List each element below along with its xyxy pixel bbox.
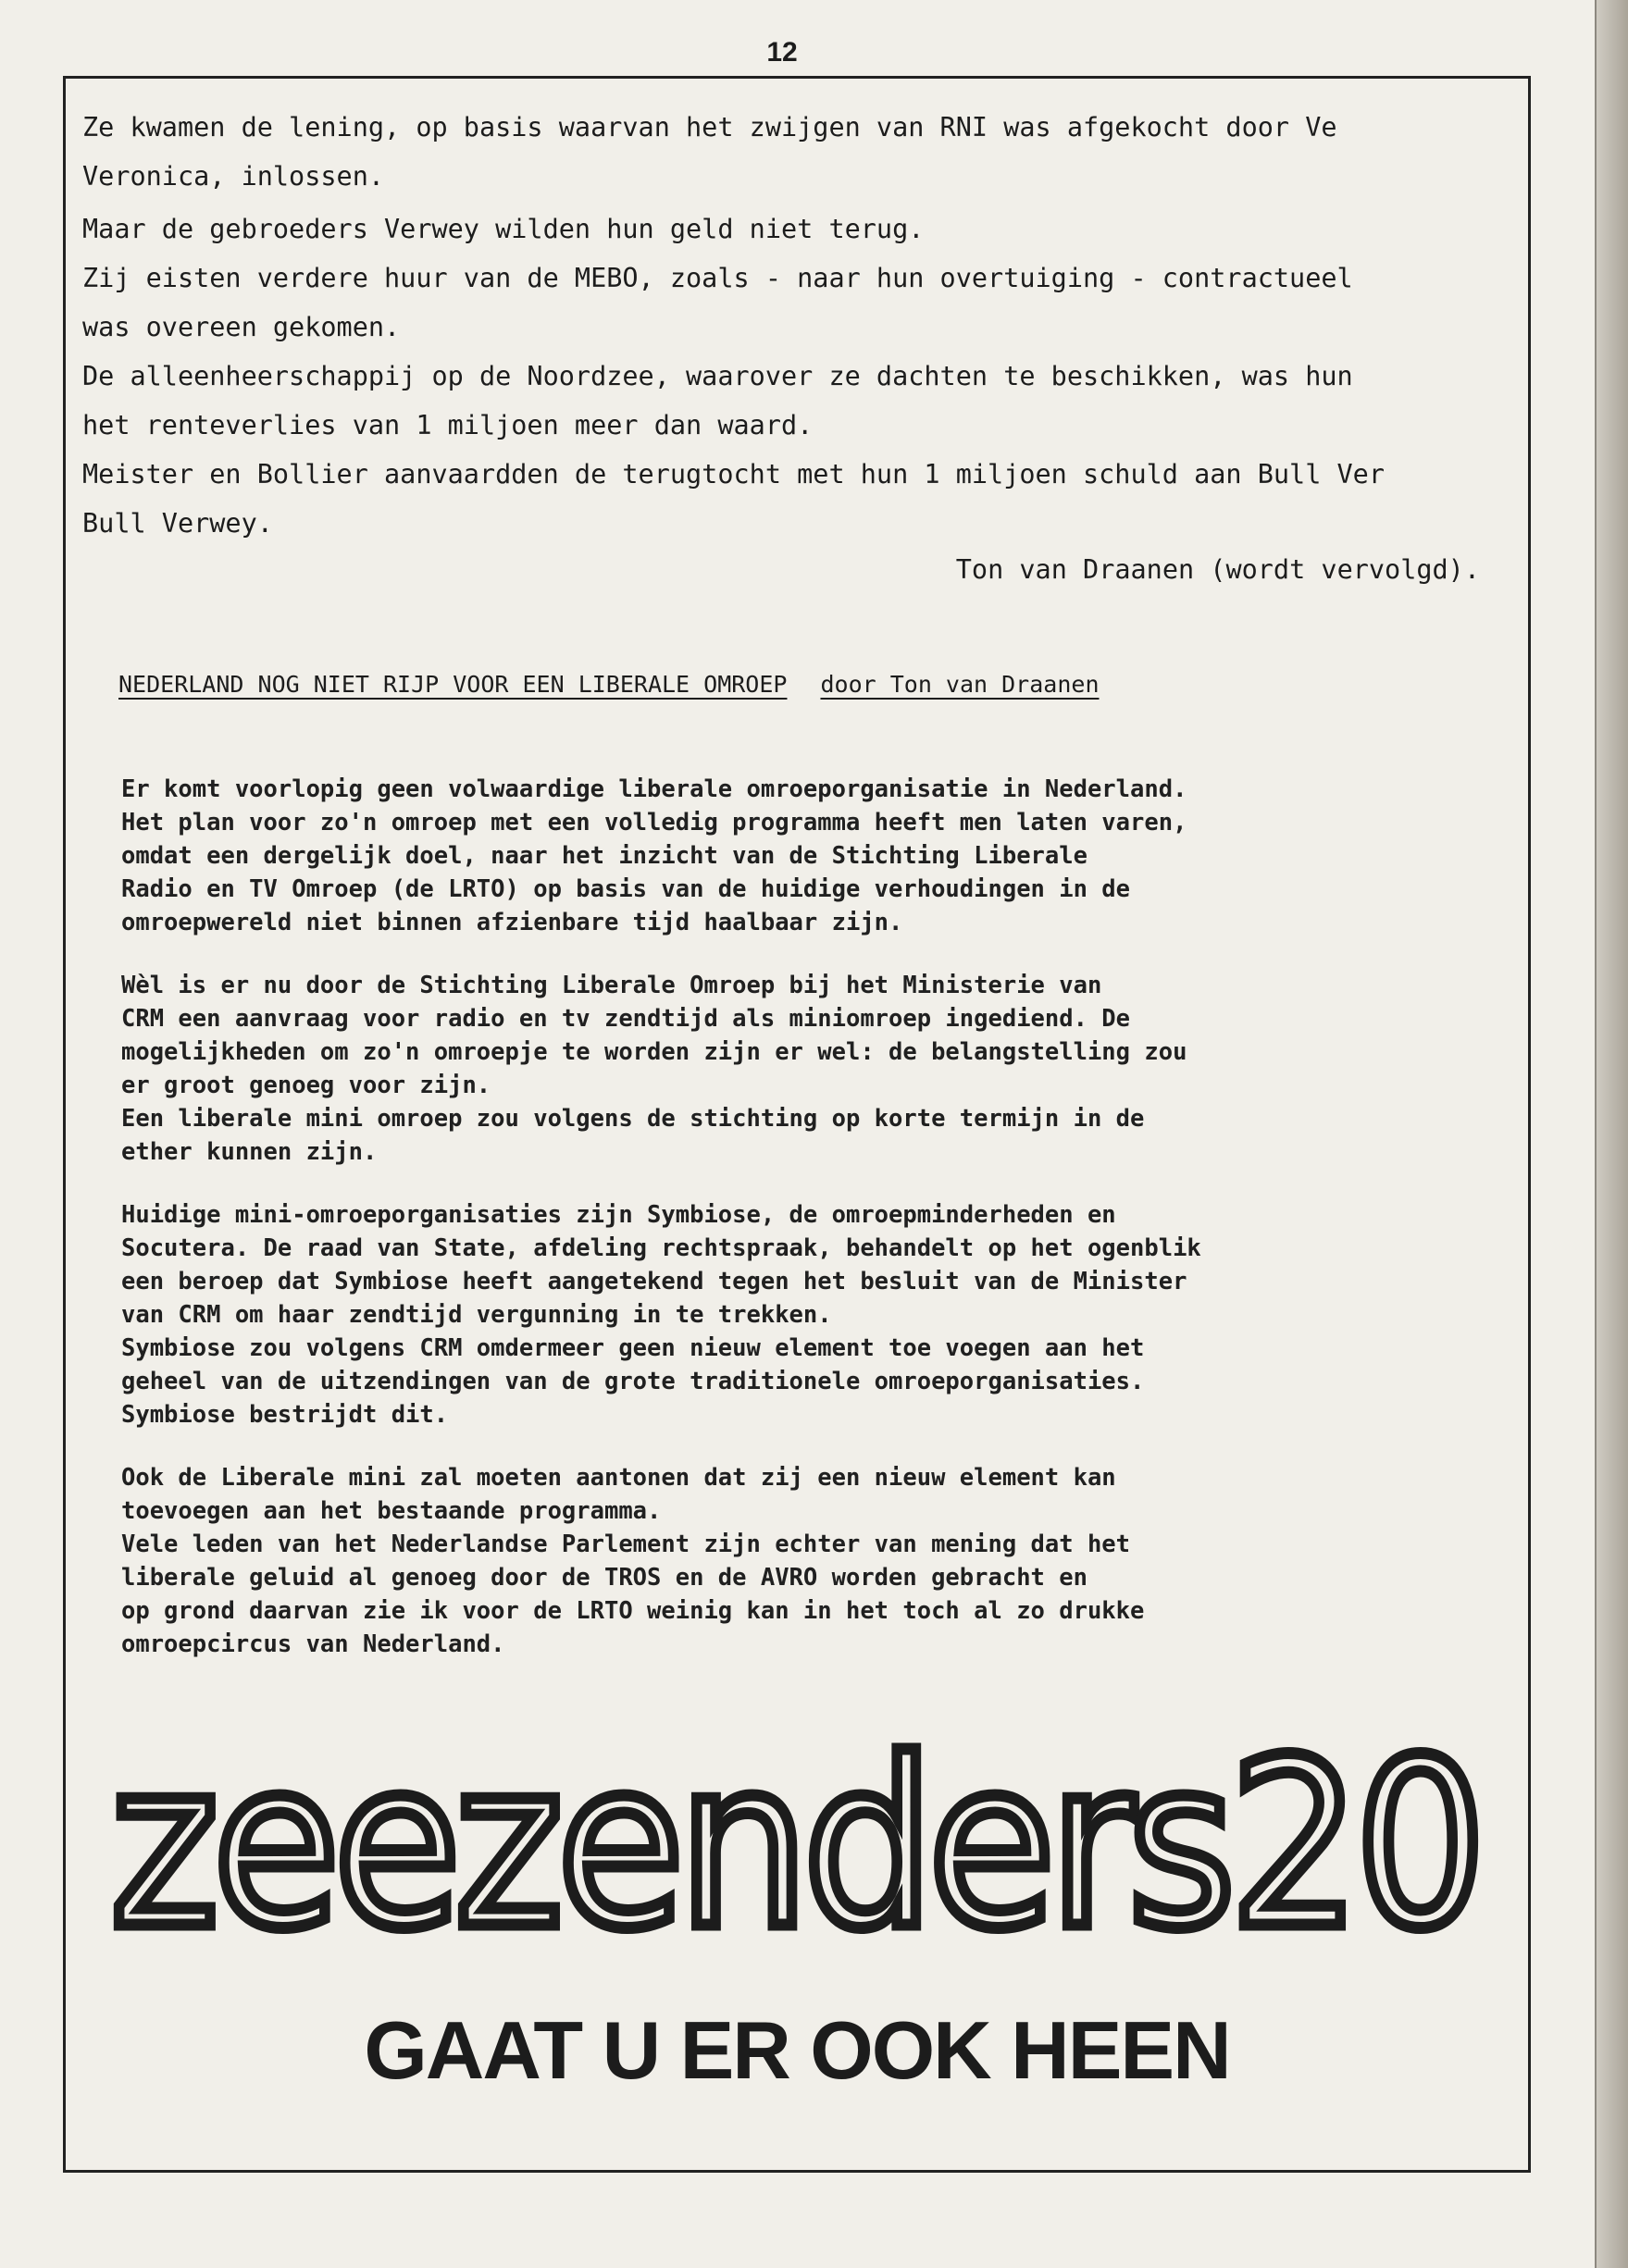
article-byline: door Ton van Draanen <box>820 671 1100 698</box>
article-paragraph: Huidige mini-omroeporganisaties zijn Symbiose, de omroepminderheden en Socutera. De raad van State, afdeling rechtspraak, behandelt op het ogenblik een beroep dat Symbiose heeft aangetekend tegen het besluit van de Minister van CRM om haar zendtijd vergunning in te trekken. Symbiose zou volgens CRM omdermeer geen nieuw element toe voegen aan het geheel van de uitzendingen van de grote traditionele omroeporganisaties. Symbiose bestrijdt dit. <box>121 1201 1201 1429</box>
advert-slogan: GAAT U ER OOK HEEN <box>364 2004 1230 2096</box>
intro-paragraph: Ze kwamen de lening, op basis waarvan het zwijgen van RNI was afgekocht door Ve Veronica, inlossen. <box>82 112 1337 192</box>
article-title: NEDERLAND NOG NIET RIJP VOOR EEN LIBERALE OMROEP <box>118 671 788 698</box>
article-headline <box>118 671 1507 698</box>
logo-text: zeezenders20 <box>110 1735 1480 1957</box>
article-paragraph: Ook de Liberale mini zal moeten aantonen dat zij een nieuw element kan toevoegen aan het bestaande programma. Vele leden van het Nederlandse Parlement zijn echter van mening dat het liberale geluid al genoeg door de TROS en de AVRO worden gebracht en op grond daarvan zie ik voor de LRTO weinig kan in het toch al zo drukke omroepcircus van Nederland. <box>121 1464 1145 1658</box>
intro-signature: Ton van Draanen (wordt vervolgd). <box>955 554 1480 585</box>
zeezenders-logo <box>103 1735 1491 1957</box>
article-paragraph: Er komt voorlopig geen volwaardige liberale omroeporganisatie in Nederland. Het plan voor zo'n omroep met een volledig programma heeft men laten varen, omdat een dergelijk doel, naar het inzicht van de Stichting Liberale Radio en TV Omroep (de LRTO) op basis van de huidige verhoudingen in de omroepwereld niet binnen afzienbare tijd haalbaar zijn. <box>121 775 1187 936</box>
intro-paragraph: Maar de gebroeders Verwey wilden hun geld niet terug. Zij eisten verdere huur van de MEBO, zoals - naar hun overtuiging - contractueel was overeen gekomen. De alleenheerschappij op de Noordzee, waarover ze dachten te beschikken, was hun het renteverlies van 1 miljoen meer dan waard. Meister en Bollier aanvaardden de terugtocht met hun 1 miljoen schuld aan Bull Ver Bull Verwey. <box>82 214 1385 539</box>
page-spine <box>1595 0 1628 2268</box>
article-paragraph: Wèl is er nu door de Stichting Liberale Omroep bij het Ministerie van CRM een aanvraag voor radio en tv zendtijd als miniomroep ingediend. De mogelijkheden om zo'n omroepje te worden zijn er wel: de belangstelling zou er groot genoeg voor zijn. Een liberale mini omroep zou volgens de stichting op korte termijn in de ether kunnen zijn. <box>121 972 1187 1166</box>
page-number: 12 <box>766 37 798 68</box>
content-frame <box>63 76 1531 2173</box>
article-continuation <box>82 103 1508 592</box>
article-body <box>121 773 1491 1691</box>
